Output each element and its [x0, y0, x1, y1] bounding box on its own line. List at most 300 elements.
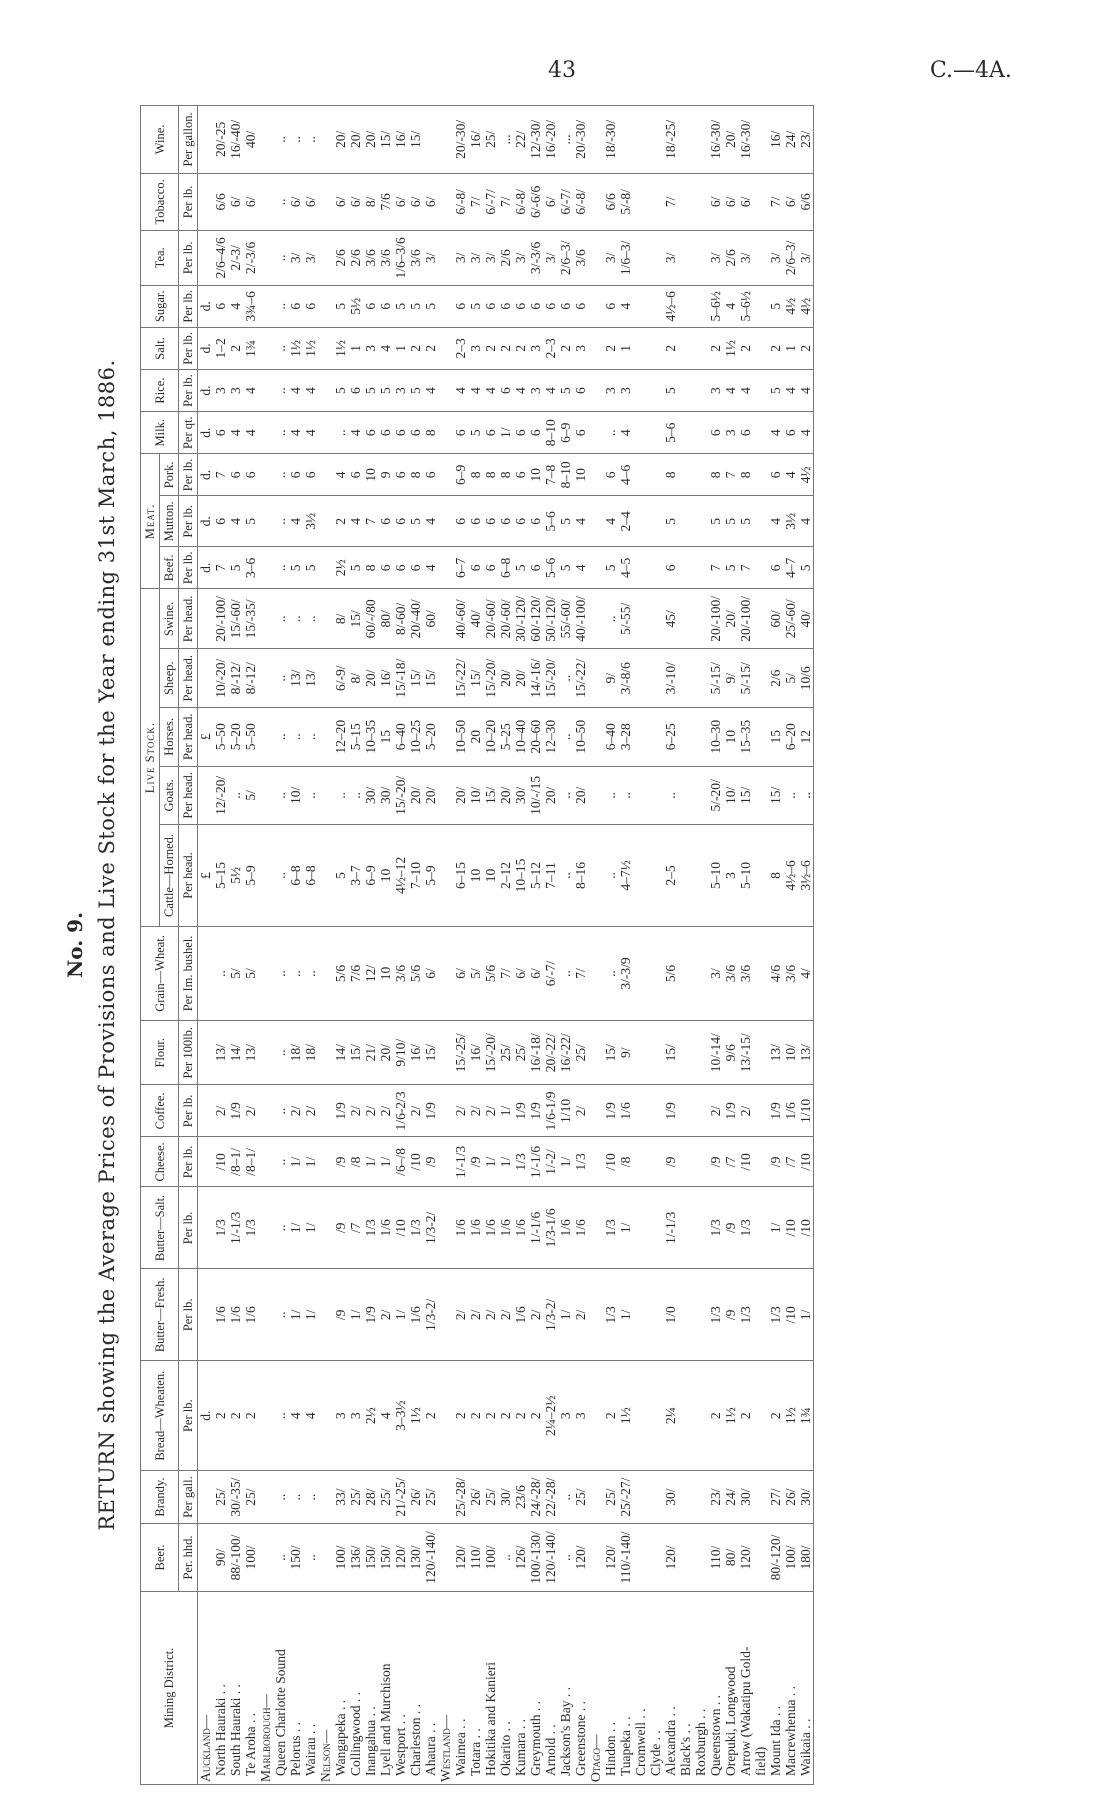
table-cell: 4–5 — [618, 547, 633, 589]
table-cell: 9/10/ — [393, 1021, 408, 1085]
district-name: Waimea . . — [453, 1592, 468, 1785]
table-cell: 16/-30/ — [708, 106, 723, 174]
table-cell: 15/-35/ — [243, 589, 258, 649]
table-cell: 30/ — [663, 1471, 678, 1524]
table-cell — [753, 454, 768, 496]
table-cell: 3 — [603, 369, 618, 411]
table-cell — [588, 649, 603, 708]
table-cell: 4–7½ — [618, 825, 633, 927]
prices-table — [140, 105, 814, 1785]
table-cell: 100/ — [783, 1523, 798, 1591]
table-cell: .. — [273, 1137, 288, 1187]
table-cell: 10 — [378, 926, 393, 1020]
table-cell: 6–8 — [288, 825, 303, 927]
table-cell: 15/-18/ — [393, 649, 408, 708]
table-cell: 80/ — [378, 589, 393, 649]
table-cell — [693, 707, 708, 766]
table-cell: .. — [303, 589, 318, 649]
district-name: Waikaia . . — [798, 1592, 814, 1785]
table-cell: 16/-18/ — [528, 1021, 543, 1085]
table-cell — [693, 589, 708, 649]
region-row — [198, 106, 214, 1785]
table-cell: 10–25 — [408, 707, 423, 766]
table-cell: 1–2 — [213, 327, 228, 369]
table-cell — [693, 1471, 708, 1524]
table-cell — [258, 327, 273, 369]
table-cell: 60/-120/ — [528, 589, 543, 649]
unit-label: Per head. — [179, 825, 198, 927]
table-cell — [588, 825, 603, 927]
table-cell — [753, 1471, 768, 1524]
table-cell: 3/6 — [783, 926, 798, 1020]
table-cell: 120/ — [738, 1523, 753, 1591]
table-cell: 21/-25/ — [393, 1471, 408, 1524]
table-cell: 6 — [378, 285, 393, 327]
district-name: Okarito . . — [498, 1592, 513, 1785]
table-cell: 5–12 — [528, 825, 543, 927]
table-cell: 2 — [498, 1361, 513, 1471]
table-cell: 18/ — [288, 1021, 303, 1085]
table-cell: 1 — [393, 327, 408, 369]
table-cell — [198, 766, 214, 825]
table-cell: 1/3 — [708, 1187, 723, 1269]
table-cell: 9/6 — [723, 1021, 738, 1085]
table-cell — [438, 766, 453, 825]
table-cell: 1/3 — [738, 1187, 753, 1269]
table-cell: /9 — [708, 1137, 723, 1187]
table-row — [423, 106, 438, 1785]
table-cell: 4 — [798, 496, 814, 547]
table-cell: 7/ — [663, 173, 678, 230]
table-cell: 2 — [423, 1361, 438, 1471]
table-cell: 30/ — [798, 1471, 814, 1524]
table-cell: 4 — [768, 412, 783, 454]
table-cell: 5 — [738, 496, 753, 547]
table-row — [708, 106, 723, 1785]
table-cell: 8–10 — [543, 412, 558, 454]
table-cell: 6 — [423, 454, 438, 496]
table-cell: 4 — [723, 285, 738, 327]
table-cell: 2/ — [573, 1085, 588, 1137]
table-cell: 16/-20/ — [543, 106, 558, 174]
table-cell: 20/-100/ — [708, 589, 723, 649]
table-cell — [438, 547, 453, 589]
table-cell: 1/6–3/6 — [393, 230, 408, 285]
table-cell: 3½ — [783, 496, 798, 547]
table-cell — [198, 106, 214, 174]
table-cell: 1/6 — [618, 1085, 633, 1137]
table-cell: /10 — [738, 1137, 753, 1187]
table-cell — [633, 1187, 648, 1269]
table-row — [378, 106, 393, 1785]
table-cell: 6–7 — [453, 547, 468, 589]
table-cell — [318, 589, 333, 649]
table-cell: 5 — [333, 369, 348, 411]
table-cell: 6/-9/ — [333, 649, 348, 708]
return-number: No. 9. — [63, 911, 87, 979]
table-cell: d. — [198, 547, 214, 589]
table-cell — [693, 173, 708, 230]
table-cell: .. — [273, 649, 288, 708]
table-row — [753, 106, 768, 1785]
table-cell: 23/ — [798, 106, 814, 174]
table-cell: 20/-30/ — [573, 106, 588, 174]
table-cell: 40/ — [468, 589, 483, 649]
table-cell: 2/ — [408, 1085, 423, 1137]
table-cell: 5 — [288, 547, 303, 589]
table-cell: 2 — [408, 327, 423, 369]
table-cell: 2/6–3/ — [558, 230, 573, 285]
unit-label: Per head. — [179, 649, 198, 708]
table-cell: .. — [558, 1523, 573, 1591]
table-cell: 6/ — [408, 173, 423, 230]
table-cell — [678, 1361, 693, 1471]
table-cell: 2/-3/6 — [243, 230, 258, 285]
table-cell: 2/6 — [498, 230, 513, 285]
beer-header: Beer. — [141, 1523, 179, 1591]
table-cell — [648, 1523, 663, 1591]
table-cell: 1/3 — [738, 1269, 753, 1361]
table-row — [393, 106, 408, 1785]
table-cell: 12 — [798, 707, 814, 766]
table-cell: 20/ — [408, 766, 423, 825]
table-cell: 15/ — [603, 1021, 618, 1085]
table-row — [558, 106, 573, 1785]
table-cell — [633, 707, 648, 766]
table-cell: 1/3 — [408, 1187, 423, 1269]
table-cell: 6 — [528, 547, 543, 589]
table-cell — [693, 1187, 708, 1269]
district-name: Queen Charlotte Sound — [273, 1592, 288, 1785]
table-cell: 1/6 — [213, 1269, 228, 1361]
table-cell: .. — [558, 825, 573, 927]
table-cell — [633, 766, 648, 825]
table-cell — [648, 1269, 663, 1361]
table-cell: 10 — [573, 454, 588, 496]
district-name: Te Aroha . . — [243, 1592, 258, 1785]
table-cell: 8 — [363, 547, 378, 589]
table-cell: 1/3-2/ — [423, 1187, 438, 1269]
table-row — [498, 106, 513, 1785]
table-cell: 1 — [348, 327, 363, 369]
table-cell: 1/ — [393, 1269, 408, 1361]
table-cell: 6 — [603, 454, 618, 496]
table-cell: 3 — [558, 1361, 573, 1471]
table-cell: /9 — [723, 1187, 738, 1269]
table-cell: .. — [273, 1269, 288, 1361]
table-cell: 6 — [303, 285, 318, 327]
table-cell: 3/ — [453, 230, 468, 285]
table-cell: .. — [558, 1471, 573, 1524]
table-cell: 3 — [573, 327, 588, 369]
table-cell: 2/ — [303, 1085, 318, 1137]
table-cell: .. — [288, 707, 303, 766]
table-cell — [753, 1187, 768, 1269]
table-row — [333, 106, 348, 1785]
table-cell: 5 — [423, 285, 438, 327]
table-cell — [438, 173, 453, 230]
table-cell — [693, 1021, 708, 1085]
table-cell: 3 — [573, 1361, 588, 1471]
table-cell — [753, 926, 768, 1020]
table-cell: 4 — [423, 496, 438, 547]
table-cell: 13/ — [213, 1021, 228, 1085]
table-cell: 2/ — [528, 1269, 543, 1361]
table-cell: 14/ — [228, 1021, 243, 1085]
table-cell — [198, 230, 214, 285]
table-cell: 22/-28/ — [543, 1471, 558, 1524]
table-cell: 10 — [378, 825, 393, 927]
table-cell: .. — [783, 766, 798, 825]
table-cell: 4 — [738, 369, 753, 411]
table-cell: 20/-60/ — [483, 589, 498, 649]
table-cell: 6 — [363, 412, 378, 454]
table-row — [678, 106, 693, 1785]
table-cell: 26/ — [408, 1471, 423, 1524]
district-name: Tuapeka . . — [618, 1592, 633, 1785]
table-cell: 8/ — [348, 649, 363, 708]
district-name: Marlborough— — [258, 1592, 273, 1785]
table-cell: 3/-3/6 — [528, 230, 543, 285]
table-cell: 1/6 — [513, 1187, 528, 1269]
table-cell — [753, 173, 768, 230]
table-cell: 4 — [348, 412, 363, 454]
table-cell — [678, 412, 693, 454]
unit-label: Per lb. — [179, 1269, 198, 1361]
table-cell: 20/ — [723, 589, 738, 649]
district-name: Jackson's Bay . . — [558, 1592, 573, 1785]
table-cell — [693, 230, 708, 285]
table-cell — [753, 766, 768, 825]
table-cell: 3 — [333, 1361, 348, 1471]
table-cell: 2–12 — [498, 825, 513, 927]
table-cell: 5/-8/ — [618, 173, 633, 230]
table-cell: 3 — [708, 369, 723, 411]
table-cell — [648, 106, 663, 174]
table-cell: .. — [273, 1021, 288, 1085]
table-cell: 1/10 — [798, 1085, 814, 1137]
table-cell: 12–20 — [333, 707, 348, 766]
table-cell: 6 — [498, 496, 513, 547]
table-cell: 1/3 — [603, 1269, 618, 1361]
table-cell: 2/ — [498, 1269, 513, 1361]
table-cell: 8 — [423, 412, 438, 454]
table-cell: 26/ — [468, 1471, 483, 1524]
table-row — [288, 106, 303, 1785]
table-cell: 2 — [603, 1361, 618, 1471]
district-name: South Hauraki . . — [228, 1592, 243, 1785]
table-cell — [438, 230, 453, 285]
table-cell: 2/ — [378, 1269, 393, 1361]
table-cell — [438, 1361, 453, 1471]
table-cell: 1/9 — [423, 1085, 438, 1137]
table-cell — [198, 173, 214, 230]
table-cell — [318, 766, 333, 825]
table-cell: /10 — [408, 1137, 423, 1187]
table-cell: 6/ — [528, 926, 543, 1020]
table-cell: 6/ — [708, 173, 723, 230]
table-cell: 2/ — [483, 1269, 498, 1361]
table-cell — [678, 106, 693, 174]
table-cell — [648, 825, 663, 927]
table-cell: 20/ — [543, 766, 558, 825]
table-cell — [318, 1269, 333, 1361]
table-cell — [258, 412, 273, 454]
table-row — [363, 106, 378, 1785]
table-cell: 6–15 — [453, 825, 468, 927]
table-cell: 5/6 — [408, 926, 423, 1020]
table-cell: 30/ — [363, 766, 378, 825]
district-name: Arnold . . — [543, 1592, 558, 1785]
table-cell: 3/-8/6 — [618, 649, 633, 708]
table-cell — [693, 454, 708, 496]
table-cell — [588, 454, 603, 496]
table-cell: /10 — [798, 1187, 814, 1269]
table-cell: 100/ — [483, 1523, 498, 1591]
table-cell: 1¾ — [798, 1361, 814, 1471]
table-cell: 20–60 — [528, 707, 543, 766]
table-cell — [318, 327, 333, 369]
table-cell: 16/-30/ — [738, 106, 753, 174]
table-cell — [258, 1085, 273, 1137]
table-cell: 25/ — [573, 1471, 588, 1524]
table-cell: 10–50 — [573, 707, 588, 766]
table-cell: 30/-35/ — [228, 1471, 243, 1524]
table-cell — [648, 230, 663, 285]
table-cell: 1/6-1/9 — [543, 1085, 558, 1137]
region-row — [318, 106, 333, 1785]
table-cell: 7/ — [468, 173, 483, 230]
table-cell — [198, 1269, 214, 1361]
table-cell: .. — [288, 926, 303, 1020]
table-cell — [438, 589, 453, 649]
table-cell: .. — [273, 173, 288, 230]
table-cell: 20/ — [573, 766, 588, 825]
table-cell — [438, 825, 453, 927]
table-cell — [588, 106, 603, 174]
table-cell: 12/ — [363, 926, 378, 1020]
table-cell: 3½–6 — [798, 825, 814, 927]
table-cell — [198, 1187, 214, 1269]
table-cell: 1/ — [378, 1137, 393, 1187]
district-name: Wangapeka . . — [333, 1592, 348, 1785]
table-cell: /7 — [783, 1137, 798, 1187]
table-cell: 5/6 — [333, 926, 348, 1020]
table-cell: 5/-15/ — [738, 649, 753, 708]
table-cell: 6 — [768, 454, 783, 496]
table-row — [738, 106, 753, 1785]
cheese-header: Cheese. — [141, 1137, 179, 1187]
table-cell: /9 — [333, 1269, 348, 1361]
table-cell — [318, 926, 333, 1020]
table-cell: 4 — [228, 285, 243, 327]
bread-header: Bread—Wheaten. — [141, 1361, 179, 1471]
table-cell: 3 — [528, 369, 543, 411]
table-cell: 1/-2/ — [543, 1137, 558, 1187]
table-cell: 1/ — [618, 1187, 633, 1269]
table-cell — [633, 230, 648, 285]
table-cell: 100/ — [333, 1523, 348, 1591]
table-cell: 3/6 — [363, 230, 378, 285]
table-cell: 5 — [768, 369, 783, 411]
table-cell: 10/ — [468, 766, 483, 825]
table-cell: 6 — [213, 412, 228, 454]
table-cell: 18/ — [303, 1021, 318, 1085]
table-cell: 3/ — [303, 230, 318, 285]
table-cell: 26/ — [783, 1471, 798, 1524]
table-cell: 6 — [603, 285, 618, 327]
unit-label: Per. hhd. — [179, 1523, 198, 1591]
table-cell: 136/ — [348, 1523, 363, 1591]
table-cell: 6 — [288, 285, 303, 327]
table-cell: .. — [273, 589, 288, 649]
table-cell: 15/ — [768, 766, 783, 825]
tea-header: Tea. — [141, 230, 179, 285]
table-cell — [438, 496, 453, 547]
table-cell: 6–8 — [303, 825, 318, 927]
table-cell — [678, 369, 693, 411]
table-cell: 8–16 — [573, 825, 588, 927]
table-row — [783, 106, 798, 1785]
table-cell — [753, 1137, 768, 1187]
table-cell: 15 — [378, 707, 393, 766]
table-cell — [678, 1137, 693, 1187]
table-cell — [318, 547, 333, 589]
table-cell — [318, 1085, 333, 1137]
table-cell — [588, 1085, 603, 1137]
table-cell: .. — [273, 412, 288, 454]
table-cell: 2/ — [453, 1269, 468, 1361]
table-cell: 2 — [513, 327, 528, 369]
rotated-return-table — [60, 105, 1080, 1785]
table-cell — [258, 707, 273, 766]
table-cell: 2 — [468, 1361, 483, 1471]
table-cell: 120/ — [573, 1523, 588, 1591]
table-cell: 1/9 — [513, 1085, 528, 1137]
table-cell: d. — [198, 369, 214, 411]
table-cell: 7 — [213, 454, 228, 496]
table-cell: 5/-55/ — [618, 589, 633, 649]
table-cell: 16/ — [378, 649, 393, 708]
cattle-header: Cattle—Horned. — [160, 825, 179, 927]
table-cell: 20/ — [453, 766, 468, 825]
table-cell — [678, 285, 693, 327]
table-cell: 4 — [303, 412, 318, 454]
district-name: Hindon . . — [603, 1592, 618, 1785]
table-row — [453, 106, 468, 1785]
table-cell: 6/ — [543, 173, 558, 230]
table-cell — [753, 825, 768, 927]
table-cell — [753, 547, 768, 589]
table-cell: 8/-60/ — [393, 589, 408, 649]
district-name: Black's . . — [678, 1592, 693, 1785]
table-cell: 6 — [408, 412, 423, 454]
table-cell — [438, 926, 453, 1020]
table-cell: 3/-10/ — [663, 649, 678, 708]
table-cell: .. — [558, 926, 573, 1020]
table-cell: 6/ — [513, 926, 528, 1020]
table-cell — [588, 1137, 603, 1187]
table-cell: /8 — [348, 1137, 363, 1187]
table-body — [198, 106, 814, 1785]
table-cell — [318, 707, 333, 766]
table-cell — [753, 1021, 768, 1085]
table-cell: 8/ — [333, 589, 348, 649]
table-cell — [258, 1361, 273, 1471]
table-cell — [678, 1523, 693, 1591]
table-cell: 6/6 — [603, 173, 618, 230]
table-cell: 120/ — [663, 1523, 678, 1591]
